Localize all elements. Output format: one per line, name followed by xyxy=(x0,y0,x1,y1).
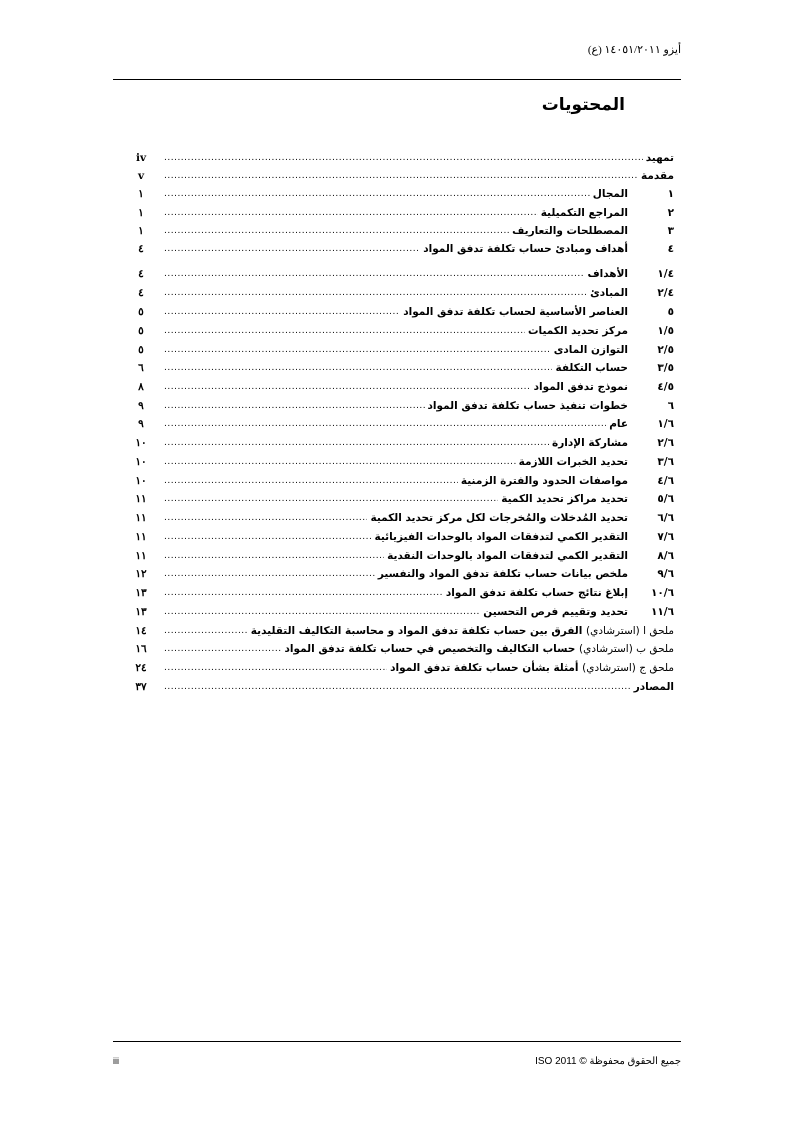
toc-entry-title: ملخص بيانات حساب تكلفة تدفق المواد والتفسير xyxy=(377,568,628,580)
toc-leader-dots xyxy=(164,491,498,507)
toc-entry-title: المجال xyxy=(592,188,628,200)
toc-leader-dots xyxy=(164,379,531,395)
toc-entry-title: مركز تحديد الكميات xyxy=(527,325,628,337)
toc-entry-page: ١٦ xyxy=(135,643,147,655)
toc-entry-page: ١١ xyxy=(135,531,147,543)
toc-entry-number: ١/٥ xyxy=(657,325,674,337)
toc-entry-title: المبادئ xyxy=(590,287,628,299)
toc-leader-dots xyxy=(164,435,549,451)
toc-entry-title: تحديد مراكز تحديد الكمية xyxy=(501,493,628,505)
toc-entry-title: تحديد الخبرات اللازمة xyxy=(518,456,628,468)
toc-entry-page: ٤ xyxy=(138,243,144,255)
toc-entry[interactable] xyxy=(130,266,674,282)
toc-entry[interactable] xyxy=(130,585,674,601)
toc-entry-page: ٤ xyxy=(138,287,144,299)
toc-entry-number: ١٠/٦ xyxy=(650,587,674,599)
toc-entry-label xyxy=(369,510,674,526)
toc-entry-title: تحديد وتقييم فرص التحسين xyxy=(483,606,628,618)
toc-leader-dots xyxy=(164,473,458,489)
toc-entry-title: عام xyxy=(609,418,628,430)
toc-leader-dots xyxy=(164,398,425,414)
toc-entry-page: ١١ xyxy=(135,493,147,505)
toc-entry-label xyxy=(460,473,674,489)
toc-entry-number: ٣/٥ xyxy=(657,362,674,374)
footer-page-number: iii xyxy=(113,1056,119,1066)
toc-entry-label xyxy=(589,285,674,301)
toc-entry-page: ٩ xyxy=(138,400,144,412)
toc-leader-dots xyxy=(164,266,584,282)
toc-entry-label xyxy=(482,604,674,620)
toc-entry-title: تحديد المُدخلات والمُخرجات لكل مركز تحديد الكمية xyxy=(370,512,628,524)
toc-entry[interactable] xyxy=(130,679,674,695)
toc-entry-label xyxy=(640,168,674,184)
toc-leader-dots xyxy=(164,304,400,320)
toc-leader-dots xyxy=(164,416,606,432)
toc-entry-title: المراجع التكميلية xyxy=(540,207,628,219)
toc-entry[interactable] xyxy=(130,529,674,545)
toc-entry-annex-type: ملحق ب (استرشادي) xyxy=(579,643,674,655)
toc-entry-title: إبلاغ نتائج حساب تكلفة تدفق المواد xyxy=(445,587,628,599)
toc-leader-dots xyxy=(164,679,631,695)
toc-entry[interactable] xyxy=(130,379,674,395)
toc-entry-number: ٢/٦ xyxy=(657,437,674,449)
toc-entry[interactable] xyxy=(130,548,674,564)
toc-entry-title: مقدمة xyxy=(641,170,674,182)
toc-entry-label xyxy=(533,379,674,395)
toc-entry-page: ٩ xyxy=(138,418,144,430)
toc-entry[interactable] xyxy=(130,454,674,470)
footer-copyright: جميع الحقوق محفوظة © ISO 2011 xyxy=(535,1056,681,1067)
toc-entry-page: ٣٧ xyxy=(135,681,147,693)
toc-entry-label xyxy=(402,304,674,320)
toc-entry[interactable] xyxy=(130,241,674,257)
toc-leader-dots xyxy=(164,186,590,202)
toc-entry-page: ١١ xyxy=(135,550,147,562)
toc-entry[interactable] xyxy=(130,510,674,526)
toc-leader-dots xyxy=(164,548,384,564)
toc-entry-number: ٥/٦ xyxy=(657,493,674,505)
toc-entry-page: ٥ xyxy=(138,325,144,337)
toc-entry-label xyxy=(608,416,674,432)
toc-entry-title: حساب التكلفة xyxy=(555,362,628,374)
toc-entry-title: مواصفات الحدود والفترة الزمنية xyxy=(460,475,628,487)
toc-entry-title: حساب التكاليف والتخصيص في حساب تكلفة تدفق المواد xyxy=(284,643,576,655)
toc-entry-label xyxy=(586,266,674,282)
toc-entry-title: الأهداف xyxy=(587,268,628,280)
toc-leader-dots xyxy=(164,529,372,545)
toc-entry-number: ٤/٦ xyxy=(657,475,674,487)
toc-entry-page: ١٠ xyxy=(135,475,147,487)
toc-entry[interactable] xyxy=(130,566,674,582)
toc-leader-dots xyxy=(164,323,525,339)
toc-entry-label xyxy=(551,435,674,451)
toc-entry-label xyxy=(511,223,674,239)
toc-entry-title: أمثلة بشأن حساب تكلفة تدفق المواد xyxy=(390,662,579,674)
toc-entry[interactable] xyxy=(130,416,674,432)
toc-leader-dots xyxy=(164,205,538,221)
toc-entry-label xyxy=(389,660,674,676)
toc-leader-dots xyxy=(164,168,638,184)
toc-entry-title: تمهيد xyxy=(645,152,674,164)
toc-entry-label xyxy=(422,241,674,257)
header-text: أيزو ١٤٠٥١/٢٠١١ (ع) xyxy=(587,44,681,56)
toc-entry-title: خطوات تنفيذ حساب تكلفة تدفق المواد xyxy=(427,400,628,412)
toc-entry-number: ١/٤ xyxy=(657,268,674,280)
toc-entry-page: ١٢ xyxy=(135,568,147,580)
toc-entry-page: ٨ xyxy=(138,381,144,393)
toc-entry-label xyxy=(445,585,674,601)
toc-entry-number: ٧/٦ xyxy=(657,531,674,543)
toc-leader-dots xyxy=(164,660,387,676)
toc-entry-label xyxy=(592,186,674,202)
toc-entry-number: ٦ xyxy=(667,400,674,412)
toc-entry-number: ٦/٦ xyxy=(657,512,674,524)
toc-entry-label xyxy=(633,679,674,695)
toc-entry-number: ٢/٤ xyxy=(657,287,674,299)
toc-entry[interactable] xyxy=(130,604,674,620)
toc-entry-title: التوازن المادى xyxy=(553,344,628,356)
toc-entry-label xyxy=(374,529,674,545)
toc-entry-title: نموذج تدفق المواد xyxy=(533,381,628,393)
toc-entry-label xyxy=(553,342,674,358)
toc-entry-page: ٥ xyxy=(138,344,144,356)
toc-entry-label xyxy=(527,323,674,339)
toc-entry-label xyxy=(540,205,674,221)
toc-leader-dots xyxy=(164,223,509,239)
toc-leader-dots xyxy=(164,342,551,358)
toc-entry[interactable] xyxy=(130,205,674,221)
toc-entry-page: ١١ xyxy=(135,512,147,524)
toc-leader-dots xyxy=(164,604,480,620)
toc-entry-annex-type: ملحق ا (استرشادي) xyxy=(586,625,674,637)
toc-entry-page: ١٤ xyxy=(135,625,147,637)
toc-entry-page: ٦ xyxy=(138,362,144,374)
toc-leader-dots xyxy=(164,585,443,601)
toc-entry-number: ٣ xyxy=(667,225,674,237)
toc-entry-label xyxy=(250,623,674,639)
toc-entry-page: ١٣ xyxy=(135,587,147,599)
toc-entry-page: v xyxy=(137,170,145,182)
toc-leader-dots xyxy=(164,150,643,166)
toc-entry[interactable] xyxy=(130,168,674,184)
toc-entry[interactable] xyxy=(130,623,674,639)
toc-entry-number: ٢ xyxy=(667,207,674,219)
toc-entry[interactable] xyxy=(130,285,674,301)
toc-leader-dots xyxy=(164,241,420,257)
toc-entry[interactable] xyxy=(130,304,674,320)
toc-entry-page: ١٣ xyxy=(135,606,147,618)
toc-entry-page: ١٠ xyxy=(135,456,147,468)
toc-entry-label xyxy=(377,566,674,582)
toc-leader-dots xyxy=(164,566,375,582)
header-rule xyxy=(113,79,681,80)
toc-entry[interactable] xyxy=(130,150,674,166)
toc-entry-number: ١١/٦ xyxy=(650,606,674,618)
toc-leader-dots xyxy=(164,285,587,301)
toc-entry-page: ٥ xyxy=(138,306,144,318)
toc-entry-label xyxy=(645,150,674,166)
toc-entry-number: ٥ xyxy=(667,306,674,318)
toc-entry[interactable] xyxy=(130,491,674,507)
toc-entry-label xyxy=(518,454,674,470)
toc-entry-number: ٣/٦ xyxy=(657,456,674,468)
toc-entry-title: أهداف ومبادئ حساب تكلفة تدفق المواد xyxy=(423,243,628,255)
toc-entry-page: ١ xyxy=(138,225,144,237)
toc-entry[interactable] xyxy=(130,323,674,339)
toc-entry[interactable] xyxy=(130,223,674,239)
toc-entry-title: التقدير الكمي لتدفقات المواد بالوحدات الفيزيائية xyxy=(374,531,628,543)
toc-entry-page: ١ xyxy=(138,207,144,219)
toc-entry-number: ٤ xyxy=(667,243,674,255)
toc-leader-dots xyxy=(164,623,248,639)
toc-entry-title: التقدير الكمي لتدفقات المواد بالوحدات النقدية xyxy=(387,550,628,562)
toc-entry-page: iv xyxy=(135,152,147,164)
toc-leader-dots xyxy=(164,641,282,657)
toc-entry-title: الفرق بين حساب تكلفة تدفق المواد و محاسبة التكاليف التقليدية xyxy=(250,625,583,637)
toc-entry-label xyxy=(284,641,674,657)
toc-entry-page: ١٠ xyxy=(135,437,147,449)
toc-entry-title: مشاركة الإدارة xyxy=(552,437,628,449)
page-title: المحتويات xyxy=(541,95,625,115)
toc-entry-label xyxy=(554,360,674,376)
toc-entry-number: ٢/٥ xyxy=(657,344,674,356)
toc-entry[interactable] xyxy=(130,186,674,202)
toc-leader-dots xyxy=(164,454,516,470)
toc-entry-title: المصادر xyxy=(633,681,674,693)
toc-entry-number: ٨/٦ xyxy=(657,550,674,562)
toc-leader-dots xyxy=(164,510,367,526)
toc-entry[interactable] xyxy=(130,473,674,489)
toc-entry[interactable] xyxy=(130,398,674,414)
toc-entry-label xyxy=(386,548,674,564)
toc-entry-page: ١ xyxy=(138,188,144,200)
toc-entry-number: ١/٦ xyxy=(657,418,674,430)
toc-entry[interactable] xyxy=(130,641,674,657)
toc-entry-number: ٤/٥ xyxy=(657,381,674,393)
toc-entry-title: المصطلحات والتعاريف xyxy=(512,225,628,237)
toc-entry-page: ٢٤ xyxy=(135,662,147,674)
toc-entry-label xyxy=(427,398,674,414)
toc-leader-dots xyxy=(164,360,552,376)
toc-entry-annex-type: ملحق ج (استرشادي) xyxy=(582,662,674,674)
toc-entry[interactable] xyxy=(130,342,674,358)
toc-entry-page: ٤ xyxy=(138,268,144,280)
toc-entry[interactable] xyxy=(130,360,674,376)
toc-entry-label xyxy=(500,491,674,507)
toc-entry-number: ١ xyxy=(667,188,674,200)
footer-rule xyxy=(113,1041,681,1042)
toc-entry-number: ٩/٦ xyxy=(657,568,674,580)
toc-entry[interactable] xyxy=(130,435,674,451)
toc-entry[interactable] xyxy=(130,660,674,676)
toc-entry-title: العناصر الأساسية لحساب تكلفة تدفق المواد xyxy=(403,306,628,318)
